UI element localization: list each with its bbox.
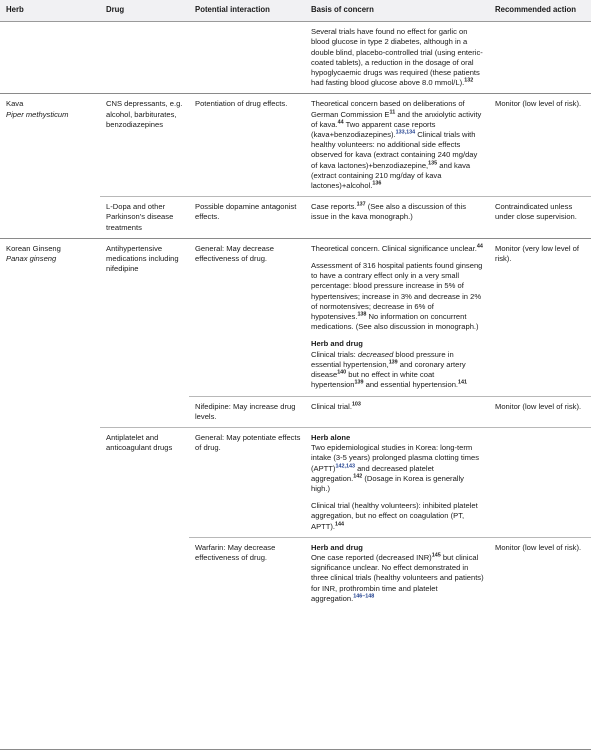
garlic-basis-cell: Several trials have found no effect for garlic on blood glucose in type 2 diabetes, although in a double blind, placebo-controlled trial (using enteric-coated tablets), a reduction in the dosage of oral hypoglycaemic drugs was required (these patients had fasting blood glucose above 8.0 mmol/L).$^{132}$ bbox=[311, 27, 483, 88]
basis-cell: Herb and drug One case reported (decreased INR)$^{145}$ but clinical significance unclear. No effect demonstrated in three clinical trials (healthy volunteers and patients) for INR, prothrombin time and platelet aggregation.$^{146-148}$ bbox=[305, 537, 489, 609]
basis-cell: Theoretical concern. Clinical significance unclear.$^{44}$ Assessment of 316 hospital patients found ginseng to have a contrary effect only in a very small percentage: blood pressure increase in 5% of hypertensives; increase in 3% and decrease in 2% of normotensives; decrease in 6% of hypotensives.$^{138}$ No information on concurrent medications. (See also discussion in monograph.) Herb and drug Clinical trials: decreased blood pressure in essential hypertension,$^{139}$ and coronary artery disease$^{140}$ but no effect in white coat hypertension$^{139}$ and essential hypertension.$^{141}$ bbox=[305, 238, 489, 396]
reference-link[interactable]: 133,134 bbox=[395, 129, 416, 136]
table-row-ginseng-antihypertensive bbox=[0, 238, 591, 396]
action-cell: Monitor (low level of risk). bbox=[489, 396, 591, 427]
action-cell: Monitor (low level of risk). bbox=[489, 537, 591, 609]
reference-link[interactable]: 142,143 bbox=[335, 462, 355, 469]
interaction-cell: General: May potentiate effects of drug. bbox=[189, 427, 305, 537]
header-action: Recommended action bbox=[489, 0, 591, 22]
table-row-kava-cns bbox=[0, 94, 591, 197]
herb-cell-ginseng bbox=[0, 238, 100, 609]
interaction-cell: General: May decrease effectiveness of drug. bbox=[189, 238, 305, 396]
drug-cell: Antihypertensive medications including nifedipine bbox=[100, 238, 189, 427]
action-cell: Monitor (very low level of risk). bbox=[489, 238, 591, 396]
drug-cell: CNS depressants, e.g. alcohol, barbiturates, benzodiazepines bbox=[100, 94, 189, 197]
reference-link[interactable]: 146–148 bbox=[353, 593, 375, 600]
herb-name: Kava bbox=[6, 99, 24, 109]
table-row-garlic-continued bbox=[0, 22, 591, 94]
basis-cell: Theoretical concern based on deliberations of German Commission $E^{11}$ and the anxiolytic activity of kava.$^{44}$ Two apparent case reports (kava+benzodiazepines).$^{133,134}$ Clinical trials with healthy volunteers: no additional side effects observed for kava (extract containing 240 mg/day of kava lactones)+benzodiazepine,$^{135}$ and kava (extract containing 210 mg/day of kava lactones)+alcohol.$^{136}$ bbox=[305, 94, 489, 197]
interaction-cell: Nifedipine: May increase drug levels. bbox=[189, 396, 305, 427]
header-herb: Herb bbox=[0, 0, 100, 22]
drug-cell: L-Dopa and other Parkinson's disease treatments bbox=[100, 197, 189, 239]
interaction-cell: Warfarin: May decrease effectiveness of drug. bbox=[189, 537, 305, 609]
herb-scientific-name: Piper methysticum bbox=[6, 109, 69, 119]
action-cell: Monitor (low level of risk). bbox=[489, 94, 591, 197]
basis-cell: Herb alone Two epidemiological studies in Korea: long-term intake (3-5 years) prolonged plasma clotting times (APTT)$^{142,143}$ and decreased platelet aggregation.$^{142}$ (Dosage in Korea is generally high.) Clinical trial (healthy volunteers): inhibited platelet aggregation, but no effect on coagulation (PT, APTT).$^{144}$ bbox=[305, 427, 489, 537]
subheading: Herb and drug bbox=[311, 542, 363, 552]
drug-cell: Antiplatelet and anticoagulant drugs bbox=[100, 427, 189, 609]
interaction-cell: Possible dopamine antagonist effects. bbox=[189, 197, 305, 239]
subheading: Herb and drug bbox=[311, 339, 363, 349]
subheading: Herb alone bbox=[311, 432, 351, 442]
herb-cell-kava bbox=[0, 94, 100, 238]
header-basis: Basis of concern bbox=[305, 0, 489, 22]
herb-name: Korean Ginseng bbox=[6, 243, 61, 253]
interaction-cell: Potentiation of drug effects. bbox=[189, 94, 305, 197]
basis-cell: Case reports.$^{137}$ (See also a discussion of this issue in the kava monograph.) bbox=[305, 197, 489, 239]
herb-scientific-name: Panax ginseng bbox=[6, 254, 57, 264]
action-cell: Contraindicated unless under close supervision. bbox=[489, 197, 591, 239]
table-header-row bbox=[0, 0, 591, 22]
header-interaction: Potential interaction bbox=[189, 0, 305, 22]
header-drug: Drug bbox=[100, 0, 189, 22]
basis-cell: Clinical trial.$^{103}$ bbox=[305, 396, 489, 427]
